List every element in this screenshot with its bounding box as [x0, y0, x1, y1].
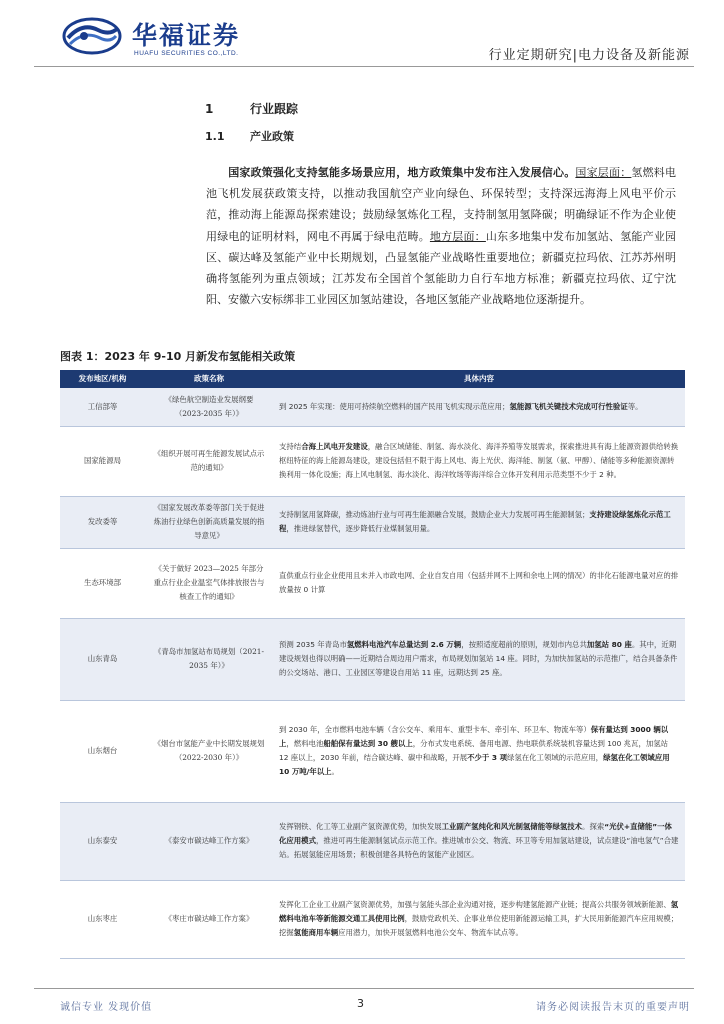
table-row: [60, 548, 685, 618]
content-text: 支持制氢用氢降碳，推动炼油行业与可再生能源融合发展，鼓励企业大力发展可再生能源制氢；: [279, 510, 590, 519]
subsection-heading: [205, 128, 294, 144]
column-header-content: 具体内容: [273, 370, 685, 388]
footer-divider: [34, 988, 694, 989]
content-highlight: 不少于 3 项: [467, 753, 507, 762]
national-text: 氢燃料电池飞机发展获政策支持，以推动我国航空产业向绿色、环保转型；支持深远海海上风电平价示范，推动海上能源岛探索建设；鼓励绿氢炼化工程，支持制氢用氢降碳；明确绿证不作为企业使用绿电的证明材料，网电不再属于绿电范畴。: [206, 166, 677, 243]
cell-content: [273, 388, 685, 426]
content-highlight: 氢能源飞机关键技术完成可行性验证: [509, 401, 628, 411]
footer-slogan: 诚信专业 发现价值: [60, 1002, 153, 1013]
content-text: ，融合区域储能、制氢、海水淡化、海洋养殖等发展需求，探索推进具有海上能源资源供给转换枢纽特征的海上能源岛建设，建设包括但不限于海上风电、海上光伏、海洋能、制氢（氨、甲醇）、储能等多种能源资源转换利用一体化设施；海上风电制氢、海水淡化、海洋牧场等海洋综合立体开发利用示范类型不少于 2 种。: [279, 442, 679, 479]
cell-content: [273, 496, 685, 548]
cell-region: 国家能源局: [60, 426, 145, 496]
report-category-title: 行业定期研究|电力设备及新能源: [488, 48, 690, 63]
column-header-region: 发布地区/机构: [60, 370, 145, 388]
content-text: 。探索: [582, 822, 605, 831]
content-text: ，推进可再生能源制氢试点示范工作。推进城市公交、物流、环卫等专用加氢站建设，试点建设“油电氢气”合建站。拓展氢能应用场景；积极创建各具特色的氢能产业园区。: [279, 836, 679, 859]
content-highlight: 氢能商用车辆: [293, 928, 339, 937]
local-label: 地方层面：: [429, 229, 486, 243]
content-text: 直供重点行业企业使用且未并入市政电网、企业自发自用（包括并网不上网和余电上网的情况）的非化石能源电量对应的排放量按 0 计算: [279, 571, 679, 594]
logo-english-name: HUAFU SECURITIES CO.,LTD.: [134, 50, 239, 57]
content-text: 发挥化工企业工业副产氢资源优势，加强与氢能头部企业沟通对接，逐步构建氢能源产业链；提高公共服务领域新能源、: [279, 900, 671, 909]
cell-content: [273, 802, 685, 880]
section-number: 1: [205, 102, 214, 116]
content-text: ，鼓励党政机关、企事业单位使用新能源运输工具，扩大民用新能源汽车应用规模；挖掘: [279, 914, 679, 937]
local-text: 山东多地集中发布加氢站、氢能产业园区、碳达峰及氢能产业中长期规划，凸显氢能产业战略性重要地位；新疆克拉玛依、江苏苏州明确将氢能列为重点领域；江苏发布全国首个氢能助力自行车地方标准；新疆克拉玛依、辽宁沈阳、安徽六安标绑非工业园区加氢站建设，各地区氢能产业战略地位逐渐提升。: [206, 229, 677, 307]
header-divider: [34, 66, 694, 67]
column-header-policy: 政策名称: [145, 370, 273, 388]
figure-title: 图表 1：2023 年 9-10 月新发布氢能相关政策: [60, 350, 296, 363]
footer-disclaimer: 请务必阅读报告末页的重要声明: [536, 1002, 690, 1013]
body-paragraph: [206, 162, 676, 310]
cell-region: 山东烟台: [60, 700, 145, 802]
cell-policy-name: 《国家发展改革委等部门关于促进炼油行业绿色创新高质量发展的指导意见》: [145, 496, 273, 548]
cell-policy-name: 《泰安市碳达峰工作方案》: [145, 802, 273, 880]
content-highlight: 船舶保有量达到 30 艘以上: [323, 739, 413, 748]
content-text: ，燃料电池: [286, 739, 324, 748]
subsection-title: 产业政策: [250, 130, 294, 143]
table-row: [60, 426, 685, 496]
content-highlight: 保有量达到 3000 辆以上: [279, 725, 669, 748]
content-highlight: 氢燃料电池车等新能源交通工具使用比例: [279, 900, 679, 923]
policy-table: [60, 370, 685, 959]
page-header: [0, 0, 724, 70]
content-highlight: “光伏+直储能”一体化应用模式: [279, 822, 672, 845]
content-highlight: 合海上风电开发建设: [301, 442, 368, 451]
content-text: 绿氢在化工领域的示范应用，: [506, 753, 604, 762]
cell-policy-name: 《烟台市氢能产业中长期发展规划（2022-2030 年）》: [145, 700, 273, 802]
content-text: 应用潜力，加快开展氢燃料电池公交车、物流车试点等。: [338, 928, 523, 937]
content-highlight: 氢燃料电池汽车总量达到 2.6 万辆: [346, 640, 462, 649]
table-row: [60, 802, 685, 880]
cell-policy-name: 《枣庄市碳达峰工作方案》: [145, 880, 273, 958]
cell-content: [273, 700, 685, 802]
cell-region: 山东枣庄: [60, 880, 145, 958]
paragraph-lead: 国家政策强化支持氢能多场景应用，地方政策集中发布注入发展信心。: [228, 166, 576, 179]
huafu-logo-icon: [62, 16, 122, 56]
content-text: 。其中，近期建设规划也得以明确——近期结合周边用户需求，布局规划加氢站 14 座。同时，为加快加氢站的示范推广，结合具备条件的公交场站、港口、工业园区等建设自用站 11 座，远期达到 25 座。: [279, 640, 678, 677]
cell-content: [273, 426, 685, 496]
cell-content: [273, 880, 685, 958]
content-text: ，推进绿氢替代，逐步降低行业煤制氢用量。: [286, 524, 435, 533]
cell-content: [273, 618, 685, 700]
content-text: ，分布式发电系统、备用电源、热电联供系统装机容量达到 100 兆瓦，加氢站 12 座以上，2030 年前，结合碳达峰、碳中和战略，开展: [279, 739, 669, 762]
content-text: 到 2030 年，全市燃料电池车辆（含公交车、乘用车、重型卡车、牵引车、环卫车、物流车等）: [279, 725, 591, 734]
content-text: 支持结: [279, 442, 302, 451]
content-text: 等。: [627, 401, 643, 411]
table-header-row: [60, 370, 685, 388]
cell-region: 发改委等: [60, 496, 145, 548]
cell-policy-name: 《关于做好 2023—2025 年部分重点行业企业温室气体排放报告与核查工作的通知》: [145, 548, 273, 618]
table-body: [60, 388, 685, 958]
table-row: [60, 496, 685, 548]
cell-region: 工信部等: [60, 388, 145, 426]
content-text: 。: [331, 767, 339, 776]
section-heading: [205, 100, 298, 117]
cell-region: 山东青岛: [60, 618, 145, 700]
cell-policy-name: 《绿色航空制造业发展纲要（2023-2035 年）》: [145, 388, 273, 426]
page-number: 3: [357, 997, 364, 1010]
national-label: 国家层面：: [575, 166, 632, 179]
content-highlight: 加氢站 80 座: [586, 640, 632, 649]
content-highlight: 支持建设绿氢炼化示范工程: [279, 510, 671, 533]
cell-content: [273, 548, 685, 618]
content-highlight: 绿氢在化工领域应用 10 万吨/年以上: [279, 753, 670, 776]
table-row: [60, 388, 685, 426]
cell-region: 生态环境部: [60, 548, 145, 618]
section-title: 行业跟踪: [250, 102, 299, 116]
content-text: 到 2025 年实现：使用可持续航空燃料的国产民用飞机实现示范应用；: [279, 401, 510, 411]
table-row: [60, 880, 685, 958]
table-row: [60, 618, 685, 700]
cell-policy-name: 《组织开展可再生能源发展试点示范的通知》: [145, 426, 273, 496]
logo-chinese-name: 华福证券: [132, 21, 241, 50]
content-text: ，按照适度超前的原则，规划市内总共: [461, 640, 587, 649]
content-text: 预测 2035 年青岛市: [279, 640, 347, 649]
content-text: 发挥钢铁、化工等工业副产氢资源优势，加快发展: [279, 822, 442, 831]
company-logo: [60, 10, 260, 60]
cell-policy-name: 《青岛市加氢站布局规划（2021-2035 年）》: [145, 618, 273, 700]
table-row: [60, 700, 685, 802]
cell-region: 山东泰安: [60, 802, 145, 880]
subsection-number: 1.1: [205, 130, 225, 143]
content-highlight: 工业副产氢纯化和风光制氢储能等绿氢技术: [441, 822, 583, 831]
